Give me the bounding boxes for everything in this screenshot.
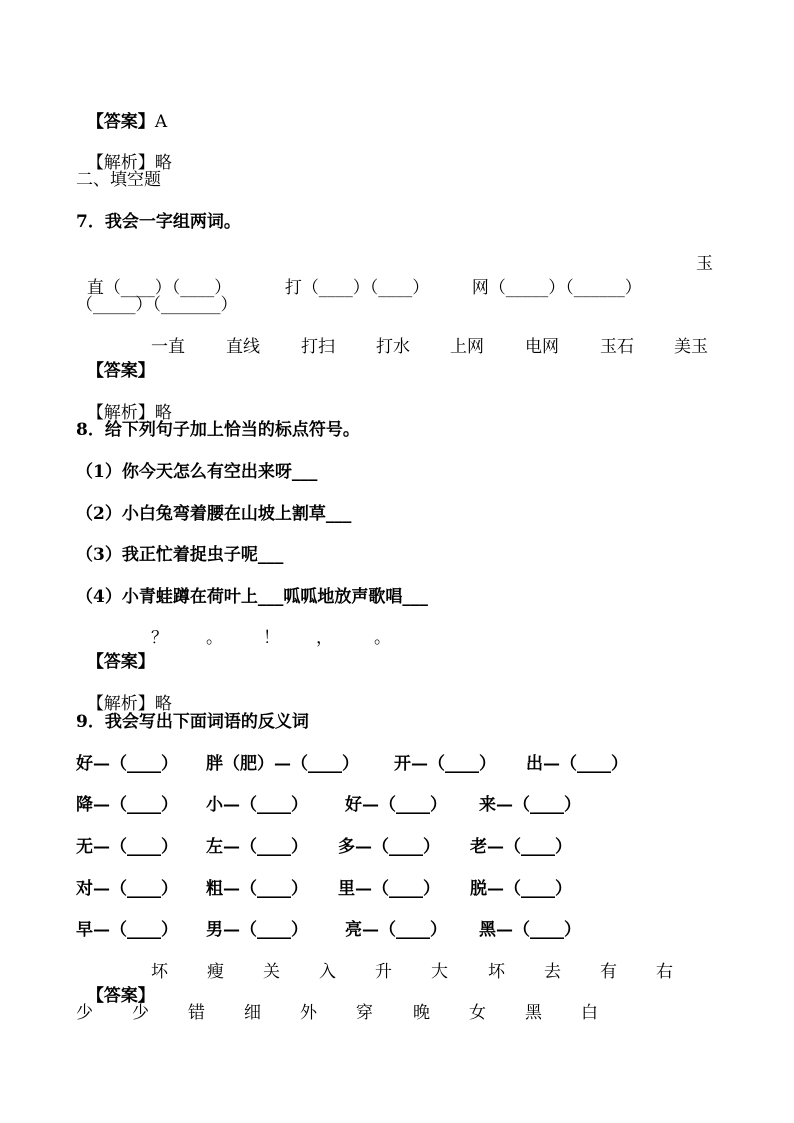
q9-answer: 女 — [469, 1003, 486, 1023]
q9-answer: 穿 — [356, 1003, 373, 1023]
analysis-tag: 【解析】 — [86, 694, 155, 714]
q7-char: 直 — [86, 278, 104, 298]
q9-item: 左—（____） — [206, 837, 308, 857]
q8-analysis-line — [76, 668, 172, 716]
q7-answer-6: 电网 — [525, 337, 559, 357]
q9-answer: 坏 — [151, 962, 168, 982]
q9-item: 多—（____） — [338, 837, 440, 857]
q8-title: 8．给下列句子加上恰当的标点符号。 — [76, 420, 360, 440]
q9-item: 老—（____） — [470, 837, 572, 857]
q9-item: 里—（____） — [338, 879, 440, 899]
q7-answer-line — [76, 335, 155, 383]
q9-answer: 有 — [600, 962, 617, 982]
q9-answer: 去 — [544, 962, 561, 982]
q9-answer: 外 — [300, 1003, 317, 1023]
q9-item: 对—（____） — [76, 879, 178, 899]
q7-answer-4: 打水 — [376, 337, 410, 357]
q9-item: 降—（____） — [76, 795, 178, 815]
q7-answer-2: 直线 — [226, 337, 260, 357]
q8-answer-line — [76, 626, 155, 674]
q7-blanks: （_____）（______） — [488, 278, 642, 298]
q7-item-4-blanks: （_____）（_______） — [76, 295, 238, 315]
q9-answer: 细 — [244, 1003, 261, 1023]
q9-answer: 错 — [188, 1003, 205, 1023]
q7-answer-8: 美玉 — [674, 337, 708, 357]
q9-item: 粗—（____） — [206, 879, 308, 899]
analysis-text: 略 — [154, 694, 172, 714]
q9-item: 脱—（____） — [470, 879, 572, 899]
q8-sentence-2: （2）小白兔弯着腰在山坡上割草___ — [76, 504, 352, 524]
q7-answer-5: 上网 — [450, 337, 484, 357]
q8-answer-5: 。 — [374, 628, 391, 648]
q9-item: 来—（____） — [479, 795, 581, 815]
q9-item: 无—（____） — [76, 837, 178, 857]
section-title: 二、填空题 — [76, 170, 161, 190]
q9-title: 9．我会写出下面词语的反义词 — [76, 712, 309, 732]
q9-item: 好—（____） — [345, 795, 447, 815]
q7-title: 7．我会一字组两词。 — [76, 212, 241, 232]
answer-tag: 【答案】 — [86, 652, 155, 672]
q8-answer-1: ？ — [151, 628, 168, 648]
q8-answer-3: ！ — [263, 628, 280, 648]
q9-answer: 坏 — [488, 962, 505, 982]
q8-answer-4: ， — [316, 628, 333, 648]
q9-answer: 少 — [76, 1003, 93, 1023]
q7-answer-3: 打扫 — [301, 337, 335, 357]
q7-answer-1: 一直 — [151, 337, 185, 357]
q7-blanks: （____）（____） — [103, 278, 232, 298]
q7-item-2 — [274, 252, 429, 300]
q7-answer-7: 玉石 — [600, 337, 634, 357]
q9-item: 小—（____） — [206, 795, 308, 815]
q9-item: 胖（肥）—（____） — [206, 754, 359, 774]
answer-tag: 【答案】 — [86, 112, 155, 132]
answer-tag: 【答案】 — [86, 986, 155, 1006]
q7-item-3 — [461, 252, 642, 300]
q9-answer: 右 — [656, 962, 673, 982]
q9-answer: 瘦 — [207, 962, 224, 982]
q9-item: 亮—（____） — [345, 920, 447, 940]
q9-answer: 关 — [263, 962, 280, 982]
q9-item: 男—（____） — [206, 920, 308, 940]
q9-item: 早—（____） — [76, 920, 178, 940]
q9-item: 黑—（____） — [479, 920, 581, 940]
q9-item: 好—（____） — [76, 754, 178, 774]
q8-answer-2: 。 — [206, 628, 223, 648]
q9-answer: 入 — [319, 962, 336, 982]
q9-answer: 少 — [132, 1003, 149, 1023]
q9-answer: 升 — [375, 962, 392, 982]
analysis-tag: 【解析】 — [86, 153, 155, 173]
q9-answer: 晚 — [413, 1003, 430, 1023]
q7-item-4-char: 玉 — [696, 254, 713, 274]
q9-item: 出—（____） — [526, 754, 628, 774]
analysis-tag: 【解析】 — [86, 403, 155, 423]
q8-sentence-3: （3）我正忙着捉虫子呢___ — [76, 545, 284, 565]
q7-char: 网 — [471, 278, 489, 298]
q9-answer: 白 — [581, 1003, 598, 1023]
q7-char: 打 — [284, 278, 302, 298]
answer-tag: 【答案】 — [86, 361, 155, 381]
q8-sentence-1: （1）你今天怎么有空出来呀___ — [76, 462, 318, 482]
q9-answer: 大 — [431, 962, 448, 982]
answer-text: A — [154, 112, 168, 132]
analysis-text: 略 — [154, 403, 172, 423]
analysis-text: 略 — [154, 153, 172, 173]
q7-blanks: （____）（____） — [301, 278, 430, 298]
q8-sentence-4: （4）小青蛙蹲在荷叶上___呱呱地放声歌唱___ — [76, 587, 428, 607]
q9-item: 开—（____） — [394, 754, 496, 774]
q9-answer: 黑 — [525, 1003, 542, 1023]
